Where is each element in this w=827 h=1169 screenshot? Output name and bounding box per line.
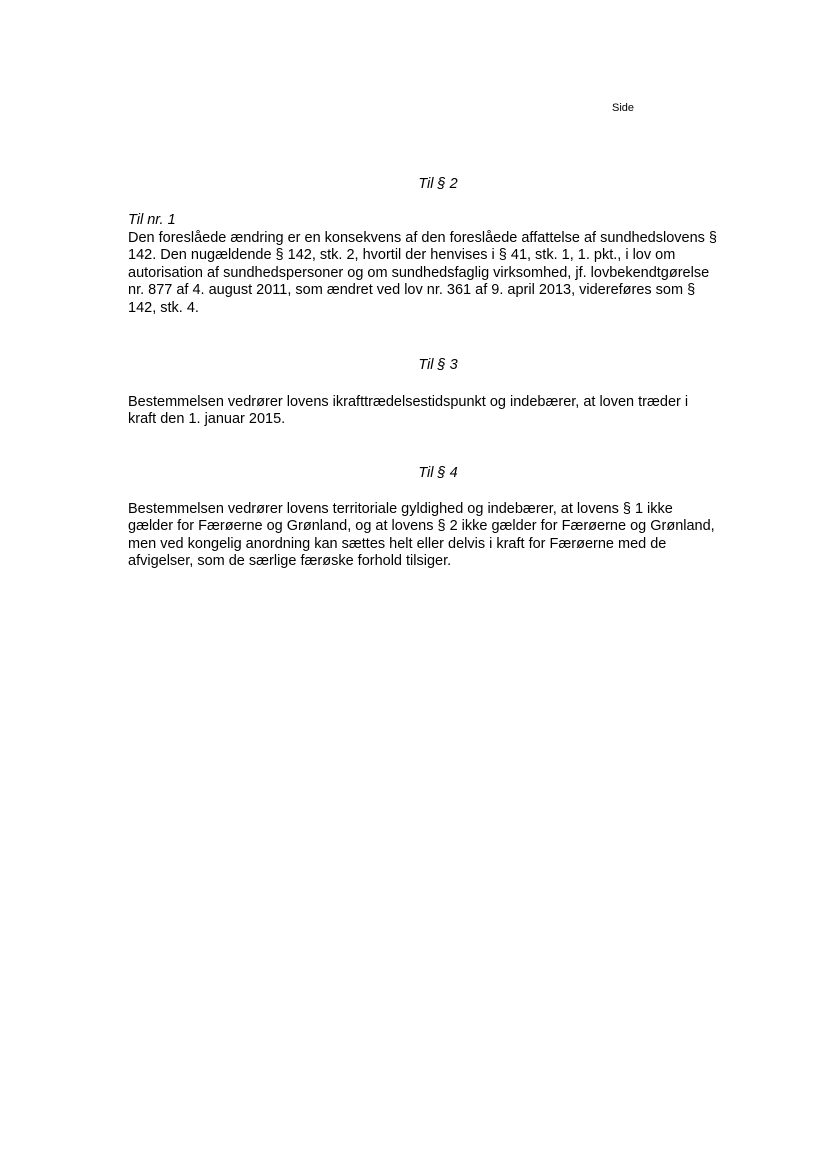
page-header-label: Side [612,102,635,114]
paragraph-line: autorisation af sundhedspersoner og om sundhedsfaglig virksomhed, jf. lovbekendtgørelse [128,264,710,281]
paragraph-line: Den foreslåede ændring er en konsekvens af den foreslåede affattelse af sundhedslovens § [128,230,717,246]
paragraph-line: afvigelser, som de særlige færøske forhold tilsiger. [128,553,452,570]
paragraph-line: 142. Den nugældende § 142, stk. 2, hvortil der henvises i § 41, stk. 1, 1. pkt., i lov om [128,247,676,264]
paragraph-line: kraft den 1. januar 2015. [128,411,286,428]
paragraph-section-4 [128,501,758,571]
section-heading-4: Til § 4 [418,465,458,481]
paragraph-line: Bestemmelsen vedrører lovens territoriale gyldighed og indebærer, at lovens § 1 ikke [128,501,673,517]
paragraph-line: Bestemmelsen vedrører lovens ikrafttrædelsestidspunkt og indebærer, at loven træder i [128,394,689,410]
paragraph-line: nr. 877 af 4. august 2011, som ændret ved lov nr. 361 af 9. april 2013, videreføres som § [128,282,696,299]
paragraph-line: 142, stk. 4. [128,299,199,316]
subheading-nr-1: Til nr. 1 [128,212,176,228]
paragraph-line: gælder for Færøerne og Grønland, og at lovens § 2 ikke gælder for Færøerne og Grønland, [128,518,715,535]
paragraph-line: men ved kongelig anordning kan sættes helt eller delvis i kraft for Færøerne med de [128,535,667,552]
section-heading-2: Til § 2 [418,176,458,192]
paragraph-section-2 [128,230,758,317]
section-heading-3: Til § 3 [418,357,458,373]
paragraph-section-3 [128,394,758,429]
